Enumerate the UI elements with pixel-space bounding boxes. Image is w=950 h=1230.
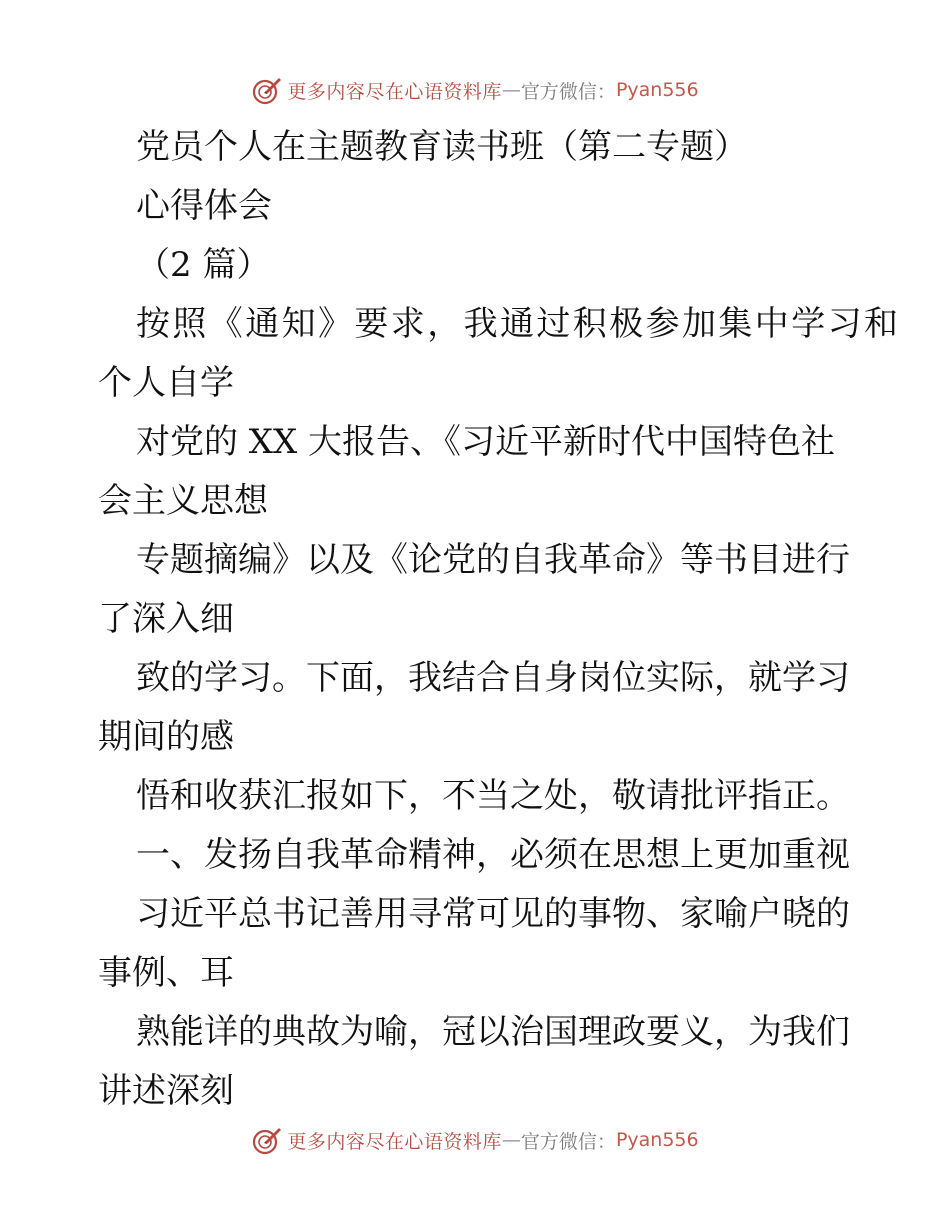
pen-logo-icon xyxy=(251,74,283,106)
paragraph-line: 事例、耳 xyxy=(98,953,234,993)
watermark-wechat-label: 官方微信： xyxy=(520,80,616,103)
header-watermark xyxy=(0,70,950,110)
watermark-wechat-id: Pyan556 xyxy=(615,79,699,101)
document-subtitle-line: （2 篇） xyxy=(136,245,271,285)
paragraph-line: 讲述深刻 xyxy=(98,1071,234,1111)
document-title-line: 心得体会 xyxy=(136,186,272,226)
paragraph-line: 熟能详的典故为喻，冠以治国理政要义，为我们 xyxy=(136,1012,850,1052)
paragraph-line: 会主义思想 xyxy=(98,481,268,521)
watermark-wechat-id: Pyan556 xyxy=(615,1129,699,1151)
watermark-wechat-label: 官方微信： xyxy=(520,1130,616,1153)
watermark-dash: — xyxy=(501,1129,521,1151)
paragraph-line: 期间的感 xyxy=(98,717,234,757)
document-title-line: 党员个人在主题教育读书班（第二专题） xyxy=(136,127,748,167)
watermark-main-text: 更多内容尽在心语资料库 xyxy=(287,1130,502,1153)
watermark-main-text: 更多内容尽在心语资料库 xyxy=(287,80,502,103)
pen-logo-icon xyxy=(251,1124,283,1156)
paragraph-line: 致的学习。下面，我结合自身岗位实际，就学习 xyxy=(136,658,850,698)
paragraph-line: 悟和收获汇报如下，不当之处，敬请批评指正。 xyxy=(136,776,850,816)
document-body xyxy=(98,118,901,1121)
paragraph-line: 个人自学 xyxy=(98,363,234,403)
paragraph-line: 习近平总书记善用寻常可见的事物、家喻户晓的 xyxy=(136,894,850,934)
paragraph-line: 对党的 XX 大报告、《习近平新时代中国特色社 xyxy=(136,422,836,462)
section-heading-line: 一、发扬自我革命精神，必须在思想上更加重视 xyxy=(136,835,850,875)
paragraph-line: 按照《通知》要求，我通过积极参加集中学习和 xyxy=(136,304,901,344)
paragraph-line: 了深入细 xyxy=(98,599,234,639)
watermark-dash: — xyxy=(501,79,521,101)
paragraph-line: 专题摘编》以及《论党的自我革命》等书目进行 xyxy=(136,540,850,580)
footer-watermark xyxy=(0,1120,950,1160)
